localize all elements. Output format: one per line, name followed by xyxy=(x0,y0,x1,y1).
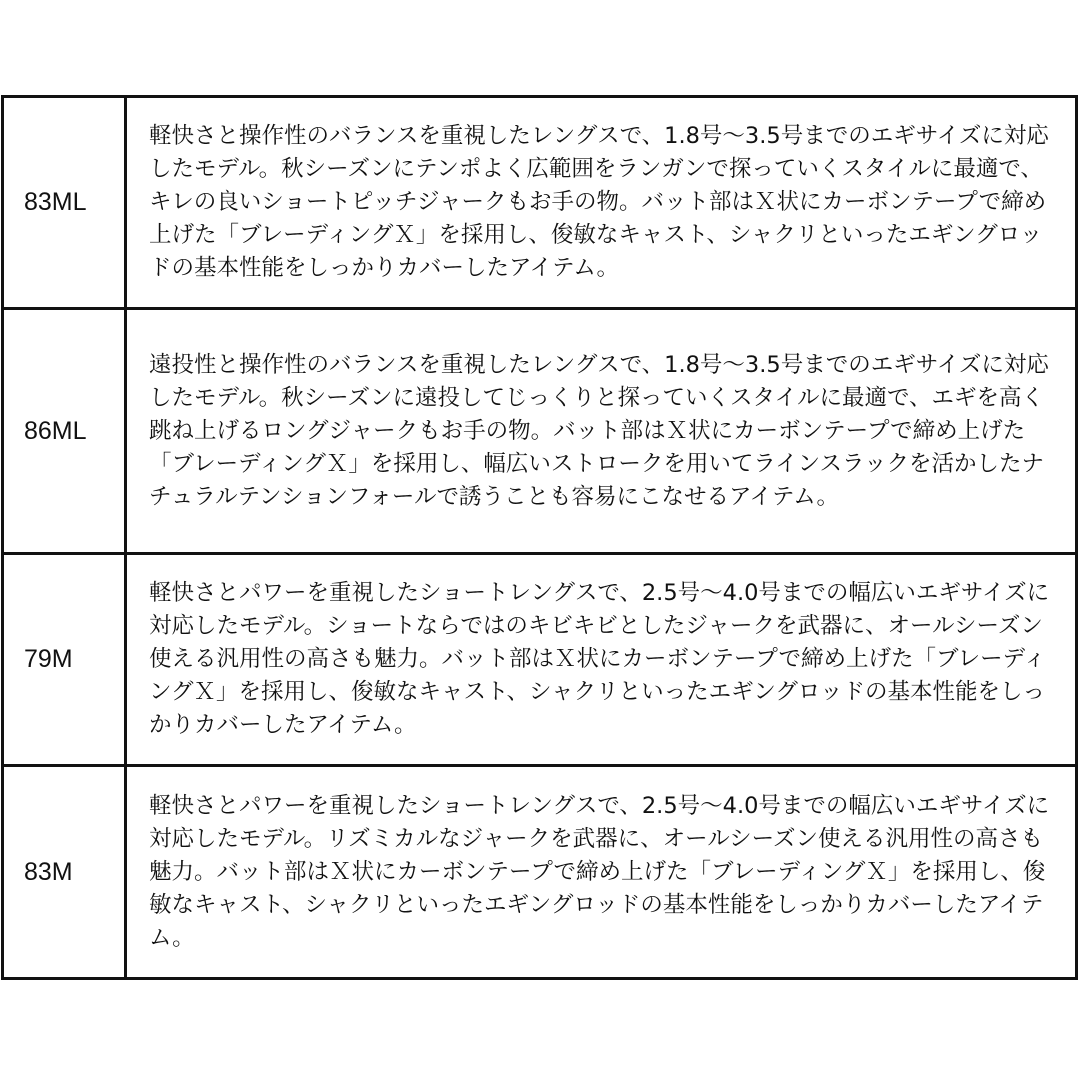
model-name-cell xyxy=(3,309,126,554)
model-name: 83ML xyxy=(24,188,87,216)
model-name: 86ML xyxy=(24,416,87,445)
description-cell xyxy=(126,309,1077,554)
model-description: 軽快さとパワーを重視したショートレングスで、2.5号〜4.0号までの幅広いエギサイズに対応したモデル。リズミカルなジャークを武器に、オールシーズン使える汎用性の高さも魅力。バット部はＸ状にカーボンテープで締め上げた「ブレーディングＸ」を採用し、俊敏なキャスト、シャクリといったエギングロッドの基本性能をしっかりカバーしたアイテム。 xyxy=(149,792,1050,951)
model-description: 軽快さとパワーを重視したショートレングスで、2.5号〜4.0号までの幅広いエギサイズに対応したモデル。ショートならではのキビキビとしたジャークを武器に、オールシーズン使える汎用性の高さも魅力。バット部はＸ状にカーボンテープで締め上げた「ブレーディングＸ」を採用し、俊敏なキャスト、シャクリといったエギングロッドの基本性能をしっかりカバーしたアイテム。 xyxy=(149,580,1050,738)
table-row xyxy=(3,766,1077,979)
model-description: 軽快さと操作性のバランスを重視したレングスで、1.8号〜3.5号までのエギサイズに対応したモデル。秋シーズンにテンポよく広範囲をランガンで探っていくスタイルに最適で、キレの良いショートピッチジャークもお手の物。バット部はＸ状にカーボンテープで締め上げた「ブレーディングＸ」を採用し、俊敏なキャスト、シャクリといったエギングロッドの基本性能をしっかりカバーしたアイテム。 xyxy=(149,123,1049,281)
description-cell xyxy=(126,97,1077,309)
model-name-cell xyxy=(3,766,126,979)
model-spec-table xyxy=(1,95,1078,980)
model-name: 83M xyxy=(24,857,73,886)
model-description: 遠投性と操作性のバランスを重視したレングスで、1.8号〜3.5号までのエギサイズに対応したモデル。秋シーズンに遠投してじっくりと探っていくスタイルに最適で、エギを高く跳ね上げるロングジャークもお手の物。バット部はＸ状にカーボンテープで締め上げた「ブレーディングＸ」を採用し、幅広いストロークを用いてラインスラックを活かしたナチュラルテンションフォールで誘うことも容易にこなせるアイテム。 xyxy=(149,351,1049,510)
model-name-cell xyxy=(3,554,126,766)
table-row xyxy=(3,554,1077,766)
table-row xyxy=(3,97,1077,309)
model-name: 79M xyxy=(24,645,73,673)
description-cell xyxy=(126,766,1077,979)
description-cell xyxy=(126,554,1077,766)
table-row xyxy=(3,309,1077,554)
model-name-cell xyxy=(3,97,126,309)
